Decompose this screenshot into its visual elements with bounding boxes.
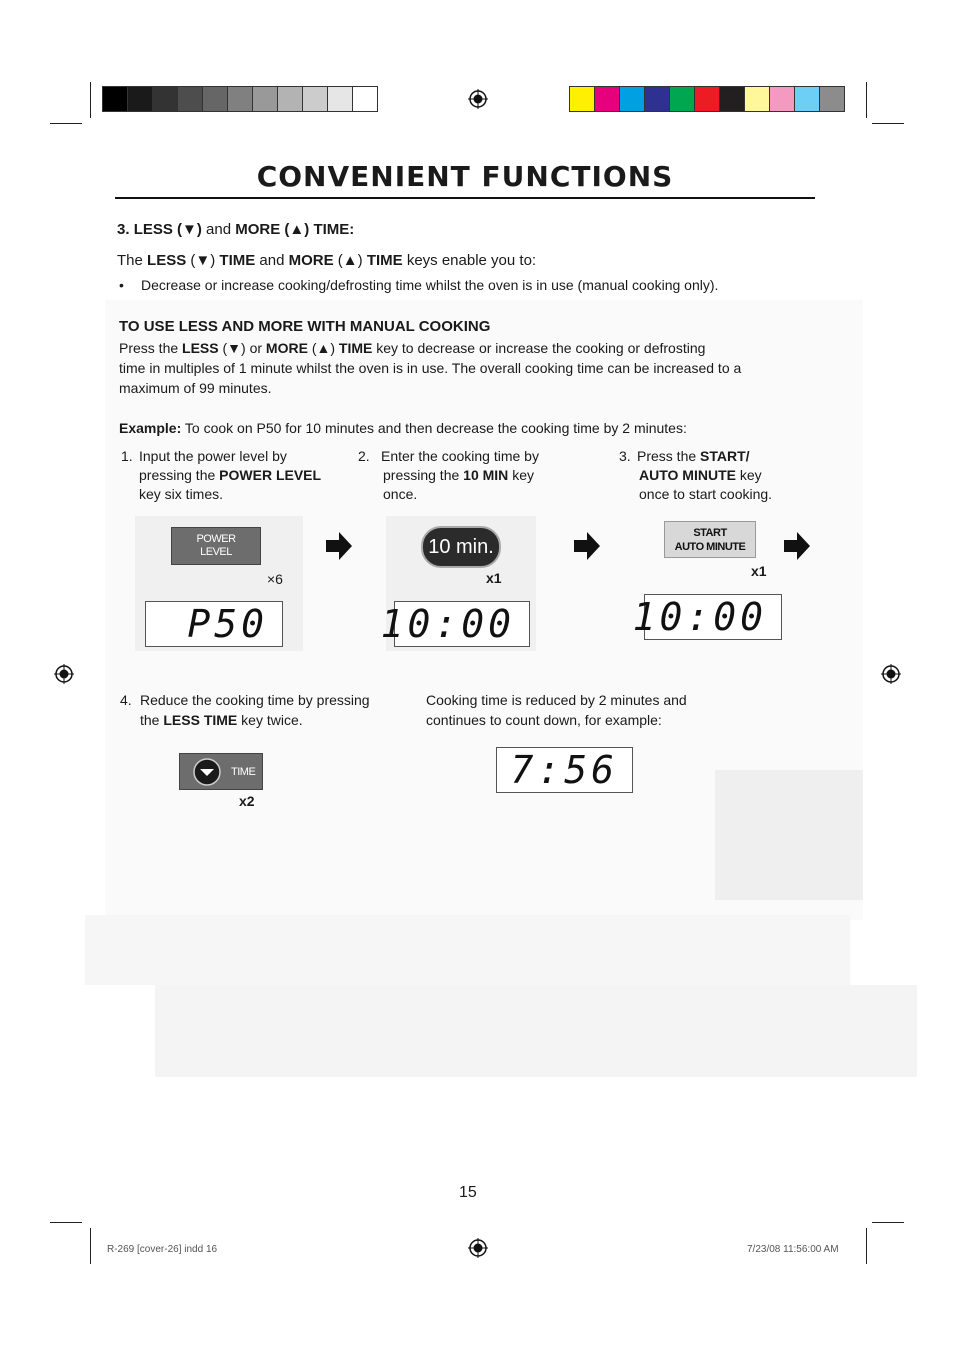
- crop-mark: [866, 82, 867, 118]
- step-4-number: 4.: [120, 692, 132, 708]
- start-auto-minute-key[interactable]: START AUTO MINUTE: [664, 521, 756, 558]
- press-count: x1: [486, 570, 502, 586]
- color-swatch: [177, 86, 203, 112]
- step-1-number: 1.: [121, 448, 133, 464]
- intro-text: The LESS (▼) TIME and MORE (▲) TIME keys enable you to:: [117, 252, 537, 269]
- color-swatch: [152, 86, 178, 112]
- color-swatch: [327, 86, 353, 112]
- 10-min-key[interactable]: 10 min.: [421, 526, 501, 568]
- crop-mark: [50, 123, 82, 124]
- key-label: TIME: [231, 765, 256, 778]
- step-2-number: 2.: [358, 448, 370, 464]
- step-3-line-3: once to start cooking.: [639, 486, 773, 502]
- color-swatch: [619, 86, 645, 112]
- registration-mark-icon: [468, 89, 488, 109]
- footer-timestamp: 7/23/08 11:56:00 AM: [747, 1244, 839, 1255]
- color-bar: [569, 86, 844, 112]
- greyscale-bar: [102, 86, 377, 112]
- arrow-right-icon: [782, 531, 812, 561]
- background-shade: [85, 915, 850, 985]
- color-swatch: [227, 86, 253, 112]
- section-heading: 3. LESS (▼) and MORE (▲) TIME:: [117, 221, 355, 238]
- step-2-line-2: pressing the 10 MIN key: [383, 467, 534, 483]
- bullet-text: Decrease or increase cooking/defrosting time whilst the oven is in use (manual cooking only).: [141, 277, 719, 293]
- page-title: CONVENIENT FUNCTIONS: [256, 160, 674, 193]
- color-swatch: [277, 86, 303, 112]
- color-swatch: [352, 86, 378, 112]
- result-line-2: continues to count down, for example:: [426, 712, 662, 728]
- registration-mark-icon: [881, 664, 901, 684]
- color-swatch: [744, 86, 770, 112]
- color-swatch: [669, 86, 695, 112]
- step-4-line-1: Reduce the cooking time by pressing: [140, 692, 370, 708]
- color-swatch: [202, 86, 228, 112]
- step-4-line-2: the LESS TIME key twice.: [140, 712, 303, 728]
- crop-mark: [90, 82, 91, 118]
- step-1-line-2: pressing the POWER LEVEL: [139, 467, 322, 483]
- color-swatch: [694, 86, 720, 112]
- step-1-line-1: Input the power level by: [139, 448, 287, 464]
- color-swatch: [127, 86, 153, 112]
- step-2-line-1: Enter the cooking time by: [381, 448, 539, 464]
- lcd-display: 10:00: [644, 594, 782, 640]
- color-swatch: [569, 86, 595, 112]
- crop-mark: [872, 1222, 904, 1223]
- paragraph-line-1: Press the LESS (▼) or MORE (▲) TIME key to decrease or increase the cooking or defrosting: [119, 340, 706, 356]
- crop-mark: [90, 1228, 91, 1264]
- lcd-display: 7:56: [496, 747, 633, 793]
- title-divider: [115, 197, 815, 199]
- color-swatch: [769, 86, 795, 112]
- paragraph-line-2: time in multiples of 1 minute whilst the oven is in use. The overall cooking time can be increased to a: [119, 360, 742, 376]
- registration-mark-icon: [54, 664, 74, 684]
- bullet-marker: •: [119, 277, 124, 293]
- crop-mark: [872, 123, 904, 124]
- step-3-number: 3.: [619, 448, 631, 464]
- crop-mark: [866, 1228, 867, 1264]
- press-count: x1: [751, 563, 767, 579]
- subheading: TO USE LESS AND MORE WITH MANUAL COOKING: [119, 318, 491, 335]
- press-count: ×6: [267, 571, 283, 587]
- color-swatch: [644, 86, 670, 112]
- crop-mark: [50, 1222, 82, 1223]
- color-swatch: [302, 86, 328, 112]
- press-count: x2: [239, 793, 255, 809]
- power-level-key[interactable]: POWER LEVEL: [171, 527, 261, 565]
- color-swatch: [594, 86, 620, 112]
- color-swatch: [719, 86, 745, 112]
- step-3-line-1: Press the START/: [637, 448, 750, 464]
- arrow-right-icon: [572, 531, 602, 561]
- background-shade: [155, 985, 917, 1077]
- registration-mark-icon: [468, 1238, 488, 1258]
- step-1-line-3: key six times.: [139, 486, 224, 502]
- less-time-key[interactable]: [179, 753, 263, 790]
- result-line-1: Cooking time is reduced by 2 minutes and: [426, 692, 687, 708]
- color-swatch: [794, 86, 820, 112]
- color-swatch: [819, 86, 845, 112]
- page-number: 15: [459, 1184, 477, 1201]
- step-3-line-2: AUTO MINUTE key: [639, 467, 762, 483]
- color-swatch: [102, 86, 128, 112]
- lcd-display: 10:00: [394, 601, 530, 647]
- footer-file-name: R-269 [cover-26] indd 16: [107, 1244, 218, 1255]
- arrow-right-icon: [324, 531, 354, 561]
- lcd-display: P50: [145, 601, 283, 647]
- chevron-down-icon: [193, 758, 221, 786]
- paragraph-line-3: maximum of 99 minutes.: [119, 380, 272, 396]
- color-swatch: [252, 86, 278, 112]
- example-line: Example: To cook on P50 for 10 minutes and then decrease the cooking time by 2 minutes:: [119, 420, 687, 436]
- step-2-line-3: once.: [383, 486, 418, 502]
- background-shade: [715, 770, 863, 900]
